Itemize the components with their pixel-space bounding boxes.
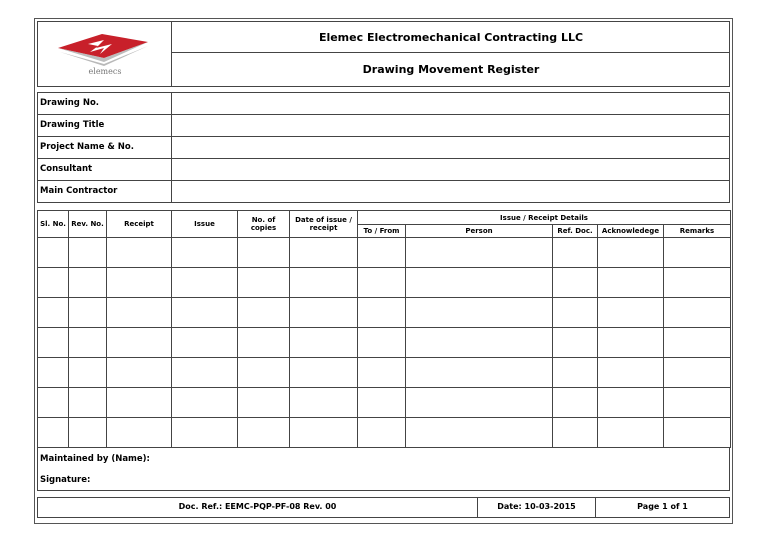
signature-label: Signature: (40, 475, 91, 485)
drawing-no-label: Drawing No. (38, 93, 172, 114)
table-row[interactable] (38, 298, 731, 328)
col-receipt: Receipt (107, 211, 172, 238)
col-issue: Issue (172, 211, 238, 238)
col-sl-no: Sl. No. (38, 211, 69, 238)
drawing-no-field[interactable] (173, 93, 729, 114)
table-row[interactable] (38, 358, 731, 388)
main-contractor-field[interactable] (173, 181, 729, 202)
info-row-project (37, 136, 730, 159)
project-name-field[interactable] (173, 137, 729, 158)
info-row-drawing-no (37, 92, 730, 115)
table-row[interactable] (38, 268, 731, 298)
elemecs-logo-icon (38, 22, 172, 86)
main-contractor-label: Main Contractor (38, 181, 172, 202)
footer (37, 497, 730, 518)
drawing-title-field[interactable] (173, 115, 729, 136)
table-row[interactable] (38, 238, 731, 268)
doc-date: Date: 10-03-2015 (478, 498, 596, 517)
maintenance-block (37, 447, 730, 491)
doc-ref: Doc. Ref.: EEMC-PQP-PF-08 Rev. 00 (38, 498, 478, 517)
document-title: Drawing Movement Register (362, 63, 540, 76)
col-no-of-copies: No. of copies (238, 211, 290, 238)
logo (38, 22, 172, 86)
consultant-label: Consultant (38, 159, 172, 180)
project-name-label: Project Name & No. (38, 137, 172, 158)
table-row[interactable] (38, 418, 731, 448)
table-row[interactable] (38, 328, 731, 358)
col-acknowledge: Acknowledege (598, 225, 664, 238)
col-date-of-issue: Date of issue / receipt (290, 211, 358, 238)
col-remarks: Remarks (664, 225, 731, 238)
col-person: Person (406, 225, 553, 238)
col-to-from: To / From (358, 225, 406, 238)
info-row-main-contractor (37, 180, 730, 203)
col-group-issue-receipt-details: Issue / Receipt Details (358, 211, 731, 225)
table-row[interactable] (38, 388, 731, 418)
page-number: Page 1 of 1 (637, 502, 688, 511)
info-row-consultant (37, 158, 730, 181)
maintained-by-label: Maintained by (Name): (40, 454, 150, 464)
info-row-drawing-title (37, 114, 730, 137)
col-ref-doc: Ref. Doc. (553, 225, 598, 238)
consultant-field[interactable] (173, 159, 729, 180)
register-table (37, 210, 731, 448)
logo-text: elemecs (88, 67, 122, 76)
drawing-title-label: Drawing Title (38, 115, 172, 136)
company-name: Elemec Electromechanical Contracting LLC (172, 22, 730, 53)
col-rev-no: Rev. No. (69, 211, 107, 238)
